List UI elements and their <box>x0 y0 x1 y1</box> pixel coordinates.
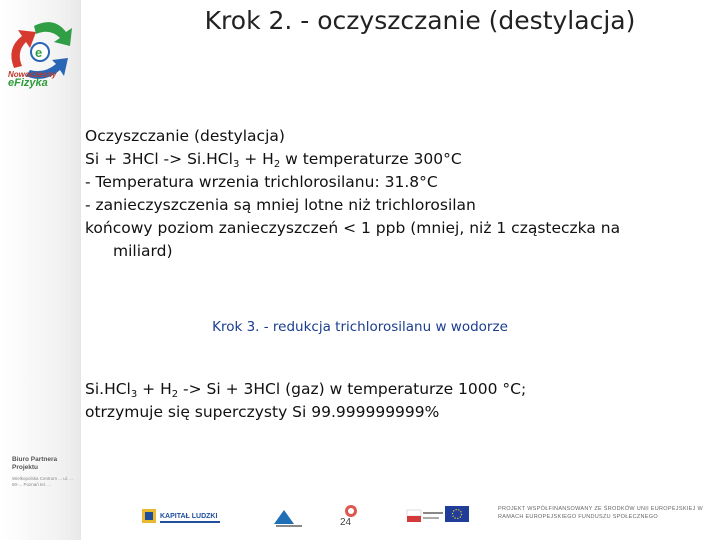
line-purity: otrzymuje się superczysty Si 99.999999999% <box>85 403 440 421</box>
reaction-part: w temperaturze 300°C <box>280 150 462 168</box>
flag-logo-icon <box>405 506 445 528</box>
kapital-text: KAPITAŁ LUDZKI <box>160 513 218 520</box>
eu-flag-icon <box>445 506 469 524</box>
reaction-part: Si + 3HCl -> Si.HCl <box>85 150 233 168</box>
reduction-sub: 2 <box>171 389 179 400</box>
reduction-part: Si.HCl <box>85 380 131 398</box>
line-final-level: końcowy poziom zanieczyszczeń < 1 ppb (mniej, niż 1 cząsteczka na miliard) <box>85 219 621 260</box>
line-reaction <box>85 148 645 171</box>
reaction-part: + H <box>239 150 274 168</box>
reaction-sub: 2 <box>273 159 281 170</box>
project-text: PROJEKT WSPÓŁFINANSOWANY ZE ŚRODKÓW UNII EUROPEJSKIEJ W RAMACH EUROPEJSKIEGO FUNDUSZU SPOŁECZNEGO <box>498 506 703 520</box>
sidebar <box>0 0 81 540</box>
logo-text <box>8 70 56 88</box>
line-boiling: - Temperatura wrzenia trichlorosilanu: 31.8°C <box>85 173 438 191</box>
page-number: 24 <box>340 517 352 528</box>
logo-text-bottom: eFizyka <box>8 77 48 89</box>
slide-title: Krok 2. - oczyszczanie (destylacja) <box>204 6 636 35</box>
biuro-title: Biuro Partnera Projektu <box>12 456 58 471</box>
reduction-sub: 3 <box>130 389 138 400</box>
reduction-part: + H <box>137 380 172 398</box>
reduction-part: -> Si + 3HCl (gaz) w temperaturze 1000 °C; <box>178 380 527 398</box>
main-content <box>85 125 645 263</box>
svg-text:e: e <box>35 45 43 60</box>
biuro-details: Wielkopolska Centrum ... ul. ... 60-... Poznań tel. ... <box>12 476 74 487</box>
line-reduction <box>85 378 645 401</box>
kapital-ludzki-logo-icon <box>140 506 230 528</box>
line-heading: Oczyszczanie (destylacja) <box>85 127 285 145</box>
step3-heading: Krok 3. - redukcja trichlorosilanu w wodorze <box>212 319 508 335</box>
line-impurities: - zanieczyszczenia są mniej lotne niż trichlorosilan <box>85 196 476 214</box>
reaction-sub: 3 <box>232 159 240 170</box>
logo-text-top: Nowoczesny <box>8 70 57 79</box>
step3-content <box>85 378 645 424</box>
region-logo-icon <box>270 506 310 528</box>
biuro-block <box>12 456 78 488</box>
